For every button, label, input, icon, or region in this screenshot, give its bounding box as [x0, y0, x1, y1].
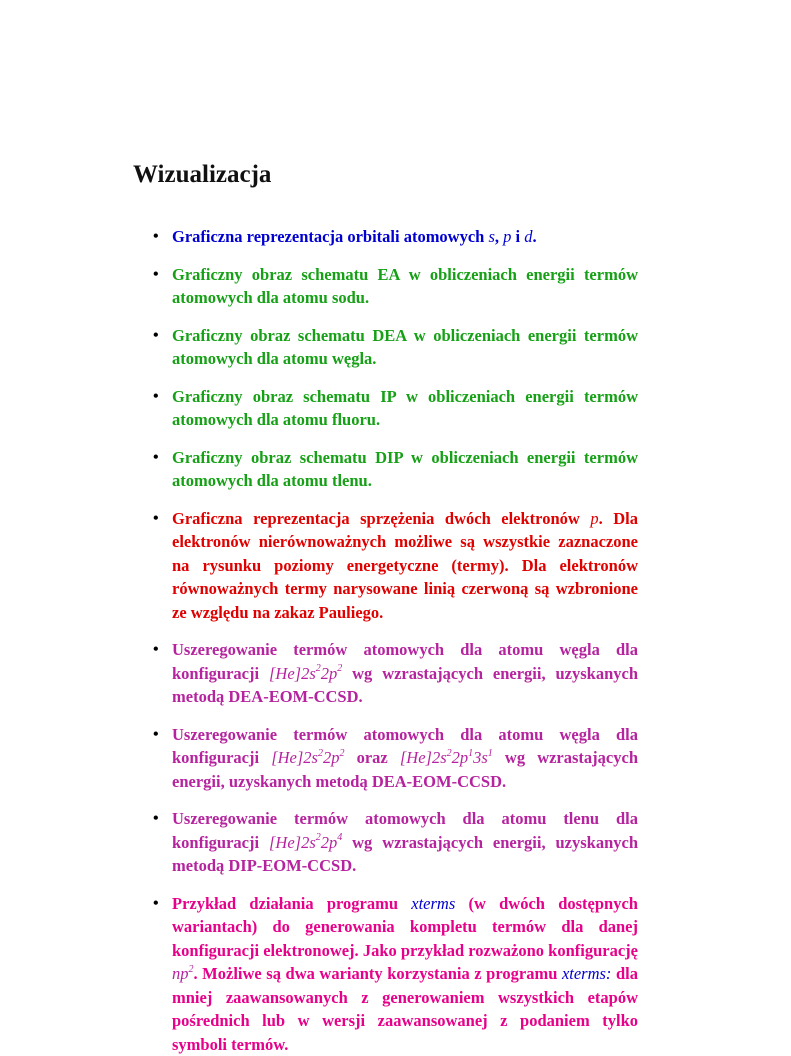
list-item-xterms[interactable]	[152, 892, 638, 1056]
list-item-orbitals[interactable]	[152, 225, 638, 249]
bullet-icon: •	[153, 225, 159, 249]
electron-configuration: $[He]2s^22p^2$	[271, 748, 344, 767]
bullet-icon: •	[153, 638, 159, 662]
item-text: wg wzrastających energii, uzyskanych metodą DEA-EOM-CCSD.	[172, 748, 638, 791]
program-name: xterms	[411, 894, 455, 913]
item-text: oraz	[344, 748, 399, 767]
item-text: .	[533, 227, 537, 246]
electron-configuration: $[He]2s^22p^4$	[269, 833, 342, 852]
list-item-dip-oxygen[interactable]	[152, 446, 638, 493]
bullet-icon: •	[153, 892, 159, 916]
electron-configuration: $[He]2s^22p^13s^1$	[400, 748, 493, 767]
item-text: Graficzny obraz schematu IP w obliczeniach energii termów atomowych dla atomu fluoru.	[172, 387, 638, 430]
item-text: ,	[495, 227, 503, 246]
item-text: Graficzna reprezentacja orbitali atomowych	[172, 227, 488, 246]
item-text: Przykład działania programu	[172, 894, 411, 913]
list-item-oxygen-ordering[interactable]	[152, 807, 638, 878]
topic-list	[152, 225, 638, 1056]
list-item-carbon-ordering-two-configs[interactable]	[152, 723, 638, 794]
math-symbol: p	[590, 509, 598, 528]
list-item-ip-fluorine[interactable]	[152, 385, 638, 432]
item-text: Graficzny obraz schematu DEA w obliczeniach energii termów atomowych dla atomu węgla.	[172, 326, 638, 369]
item-text: i	[511, 227, 524, 246]
item-text: . Możliwe są dwa warianty korzystania z programu	[194, 964, 562, 983]
bullet-icon: •	[153, 385, 159, 409]
bullet-icon: •	[153, 723, 159, 747]
item-text: Uszeregowanie termów atomowych dla atomu węgla dla konfiguracji	[172, 640, 638, 683]
item-text: wg wzrastających energii, uzyskanych metodą DEA-EOM-CCSD.	[172, 664, 638, 707]
bullet-icon: •	[153, 324, 159, 348]
item-text: dla mniej zaawansowanych z generowaniem wszystkich etapów pośrednich lub w wersji zaawansowanej z podaniem tylko symboli termów.	[172, 964, 638, 1054]
electron-configuration: $[He]2s^22p^2$	[269, 664, 342, 683]
list-item-dea-carbon[interactable]	[152, 324, 638, 371]
item-text: Graficzny obraz schematu DIP w obliczeniach energii termów atomowych dla atomu tlenu.	[172, 448, 638, 491]
math-symbol: $np^2$	[172, 964, 194, 983]
math-symbol: p	[503, 227, 511, 246]
item-text: Uszeregowanie termów atomowych dla atomu tlenu dla konfiguracji	[172, 809, 638, 852]
bullet-icon: •	[153, 446, 159, 470]
list-item-p-coupling[interactable]	[152, 507, 638, 625]
bullet-icon: •	[153, 507, 159, 531]
item-text: (w dwóch dostępnych wariantach) do generowania kompletu termów dla danej konfiguracji elektronowej. Jako przykład rozważono konfigurację	[172, 894, 638, 960]
math-symbol: d	[524, 227, 532, 246]
item-text: Uszeregowanie termów atomowych dla atomu węgla dla konfiguracji	[172, 725, 638, 768]
bullet-icon: •	[153, 807, 159, 831]
program-name: xterms:	[562, 964, 611, 983]
math-symbol: s	[488, 227, 494, 246]
list-item-ea-sodium[interactable]	[152, 263, 638, 310]
page-title: Wizualizacja	[133, 157, 271, 193]
item-text: Graficzny obraz schematu EA w obliczeniach energii termów atomowych dla atomu sodu.	[172, 265, 638, 308]
bullet-icon: •	[153, 263, 159, 287]
item-text: wg wzrastających energii, uzyskanych metodą DIP-EOM-CCSD.	[172, 833, 638, 876]
item-text: . Dla elektronów nierównoważnych możliwe są wszystkie zaznaczone na rysunku poziomy energetyczne (termy). Dla elektronów równoważnych termy narysowane linią czerwoną są wzbronione ze względu na zakaz Pauliego.	[172, 509, 638, 622]
item-text: Graficzna reprezentacja sprzężenia dwóch elektronów	[172, 509, 590, 528]
list-item-carbon-ordering[interactable]	[152, 638, 638, 709]
